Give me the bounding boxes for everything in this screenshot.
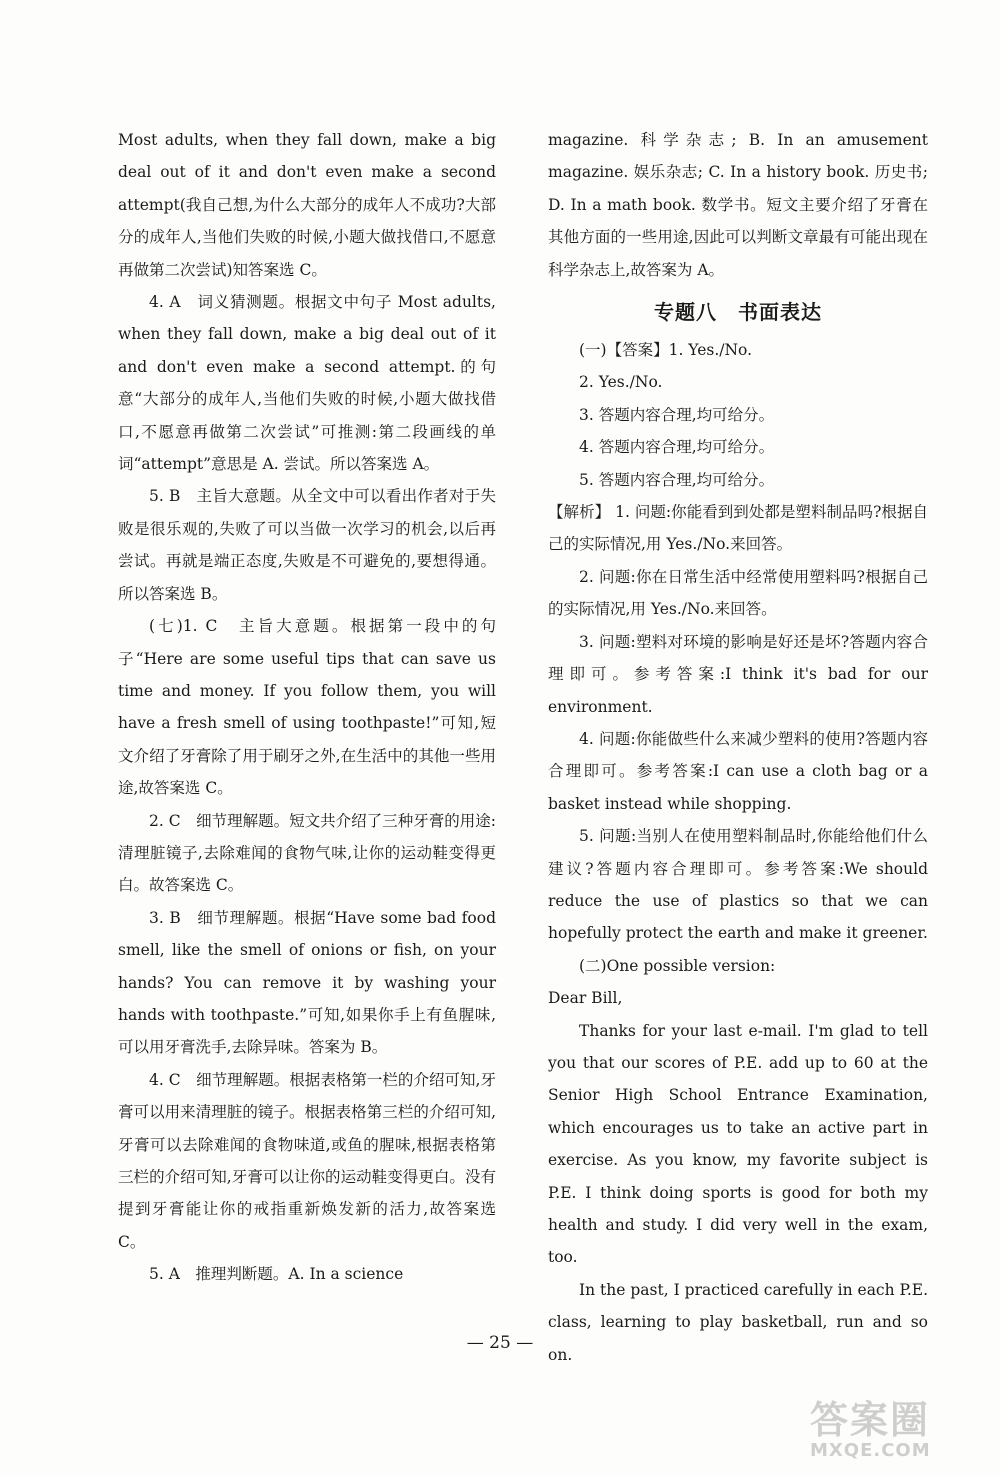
paragraph: 2. C 细节理解题。短文共介绍了三种牙膏的用途:清理脏镜子,去除难闻的食物气味,让你的运动鞋变得更白。故答案选 C。 xyxy=(118,811,496,895)
watermark-url: MXQE.COM xyxy=(810,1440,931,1461)
paragraph: 5. 答题内容合理,均可给分。 xyxy=(579,470,775,489)
paragraph: 5. B 主旨大意题。从全文中可以看出作者对于失败是很乐观的,失败了可以当做一次学习的机会,以后再尝试。再就是端正态度,失败是不可避免的,要想得通。所以答案选 B。 xyxy=(118,487,496,603)
paragraph: 4. 答题内容合理,均可给分。 xyxy=(579,438,775,457)
section-title: 专题八 书面表达 xyxy=(654,300,822,325)
paragraph: 2. 问题:你在日常生活中经常使用塑料吗?根据自己的实际情况,用 Yes./No.来回答。 xyxy=(548,567,928,619)
paragraph: 3. 答题内容合理,均可给分。 xyxy=(579,405,775,424)
paragraph: 3. B 细节理解题。根据“Have some bad food smell, like the smell of onions or fish, on your hands? You can remove it by washing your hands with toothpaste.”可知,如果你手上有鱼腥味,可以用牙膏洗手,去除异味。答案为 B。 xyxy=(118,908,496,1057)
paragraph: (一)【答案】1. Yes./No. xyxy=(579,341,753,360)
paragraph: Dear Bill, xyxy=(548,989,623,1008)
paragraph: (二)One possible version: xyxy=(579,956,776,975)
paragraph: 4. 问题:你能做些什么来减少塑料的使用?答题内容合理即可。参考答案:I can use a cloth bag or a basket instead while shopping. xyxy=(548,729,928,813)
paragraph: (七)1. C 主旨大意题。根据第一段中的句子“Here are some useful tips that can save us time and money. If you follow them, you will have a fresh smell of using toothpaste!”可知,短文介绍了牙膏除了用于刷牙之外,在生活中的其他一些用途,故答案选 C。 xyxy=(118,617,496,798)
watermark-chinese: 答案圈 xyxy=(810,1398,931,1442)
paragraph: 5. A 推理判断题。A. In a science xyxy=(149,1265,404,1284)
paragraph: 4. C 细节理解题。根据表格第一栏的介绍可知,牙膏可以用来清理脏的镜子。根据表格第三栏的介绍可知,牙膏可以去除难闻的食物味道,或鱼的腥味,根据表格第三栏的介绍可知,牙膏可以让你的运动鞋变得更白。没有提到牙膏能让你的戒指重新焕发新的活力,故答案选 C。 xyxy=(118,1070,496,1251)
right-column xyxy=(548,124,928,1371)
paragraph: 3. 问题:塑料对环境的影响是好还是坏?答题内容合理即可。参考答案:I think it's bad for our environment. xyxy=(548,632,928,716)
page-number: — 25 — xyxy=(466,1333,534,1353)
watermark-logo xyxy=(810,1399,980,1463)
paragraph: magazine. 科学杂志; B. In an amusement magazine. 娱乐杂志; C. In a history book. 历史书; D. In a math book. 数学书。短文主要介绍了牙膏在其他方面的一些用途,因此可以判断文章最有可能出现在科学杂志上,故答案为 A。 xyxy=(548,131,928,279)
paragraph: 4. A 词义猜测题。根据文中句子 Most adults, when they fall down, make a big deal out of it and don't even make a second attempt.的句意“大部分的成年人,当他们失败的时候,小题大做找借口,不愿意再做第二次尝试”可推测:第二段画线的单词“attempt”意思是 A. 尝试。所以答案选 A。 xyxy=(118,293,496,474)
paragraph: In the past, I practiced carefully in each P.E. class, learning to play basketball, run and so on. xyxy=(548,1280,928,1364)
paragraph: 5. 问题:当别人在使用塑料制品时,你能给他们什么建议?答题内容合理即可。参考答案:We should reduce the use of plastics so that we can hopefully protect the earth and make it greener. xyxy=(548,827,928,943)
left-column xyxy=(118,124,496,1291)
paragraph: Most adults, when they fall down, make a big deal out of it and don't even make a second attempt(我自己想,为什么大部分的成年人不成功?大部分的成年人,当他们失败的时候,小题大做找借口,不愿意再做第二次尝试)知答案选 C。 xyxy=(118,131,496,279)
paragraph: 【解析】 1. 问题:你能看到到处都是塑料制品吗?根据自己的实际情况,用 Yes./No.来回答。 xyxy=(548,503,928,554)
paragraph: 2. Yes./No. xyxy=(579,373,663,392)
paragraph: Thanks for your last e-mail. I'm glad to tell you that our scores of P.E. add up to 60 at the Senior High School Entrance Examination, which encourages us to take an active part in exercise. As you know, my favorite subject is P.E. I think doing sports is good for both my health and study. I did very well in the exam, too. xyxy=(548,1021,928,1267)
